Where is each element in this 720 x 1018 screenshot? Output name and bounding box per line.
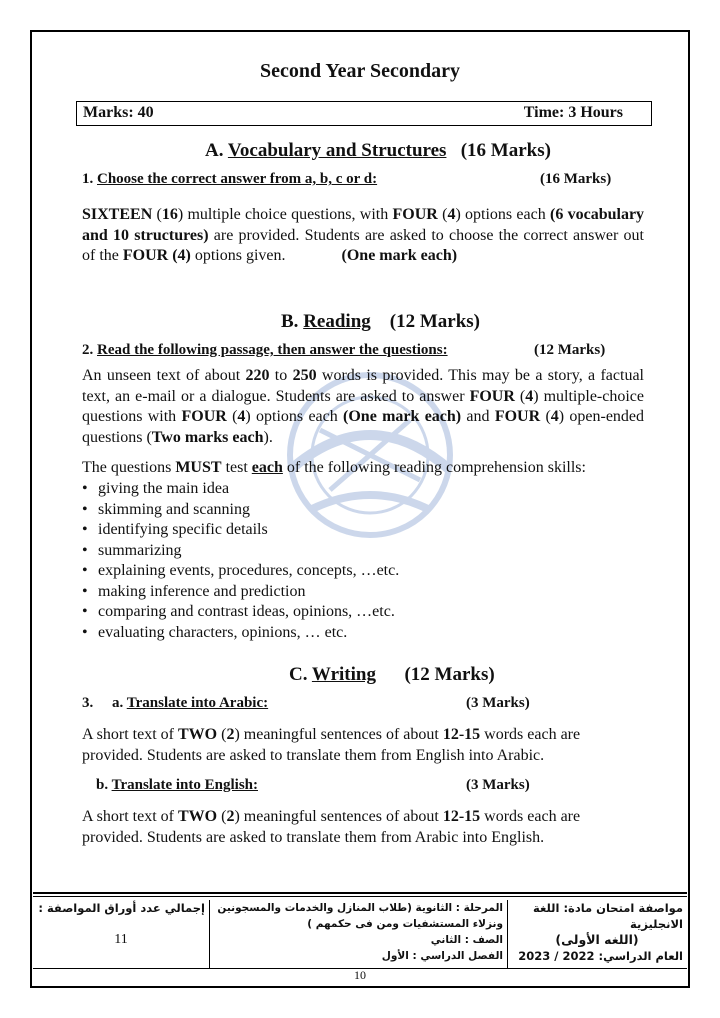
question-3b-marks: (3 Marks) xyxy=(466,777,530,793)
footer-sheets-cell: إجمالي عدد أوراق المواصفة : 11 xyxy=(38,901,205,947)
question-1: 1. Choose the correct answer from a, b, c or d: xyxy=(82,171,378,187)
list-item: • making inference and prediction xyxy=(82,582,399,603)
footer-subject-cell: مواصفة امتحان مادة: اللغة الانجليزية (اللغه الأولى) العام الدراسي: 2022 / 2023 xyxy=(518,901,683,963)
question-3b-text: Translate into English: xyxy=(111,777,258,793)
question-3a: 3. a. Translate into Arabic: xyxy=(82,695,269,711)
section-b-marks: (12 Marks) xyxy=(389,311,480,332)
list-item: • evaluating characters, opinions, … etc. xyxy=(82,623,399,644)
section-b-description: An unseen text of about 220 to 250 words is provided. This may be a story, a factual text, an e-mail or a dialogue. Students are asked to answer FOUR (4) multiple-choice questions with FOUR (4) options each (One mark each) and FOUR (4) open-ended questions (Two marks each). xyxy=(82,367,645,446)
question-1-marks: (16 Marks) xyxy=(540,171,612,187)
question-3a-text: Translate into Arabic: xyxy=(126,695,269,711)
marks-time-box xyxy=(76,101,652,126)
section-a-heading: A. Vocabulary and Structures (16 Marks) xyxy=(205,140,551,161)
footer-rule xyxy=(33,896,687,897)
section-c-name: Writing xyxy=(311,664,376,685)
question-2: 2. Read the following passage, then answer the questions: xyxy=(82,342,448,358)
question-3a-description: A short text of TWO (2) meaningful sentences of about 12-15 words each are provided. Students are asked to translate them from English into Arabic. xyxy=(82,726,581,764)
exam-time: Time: 3 Hours xyxy=(523,104,623,121)
list-item: • summarizing xyxy=(82,541,399,562)
skills-list xyxy=(82,479,399,643)
question-2-marks: (12 Marks) xyxy=(534,342,606,358)
section-a-marks: (16 Marks) xyxy=(460,140,551,161)
page-title: Second Year Secondary xyxy=(260,60,460,82)
section-c-marks: (12 Marks) xyxy=(404,664,495,685)
question-3b-description: A short text of TWO (2) meaningful sentences of about 12-15 words each are provided. Students are asked to translate them from Arabic into English. xyxy=(82,808,581,846)
list-item: • comparing and contrast ideas, opinions, …etc. xyxy=(82,602,399,623)
question-1-text: Choose the correct answer from a, b, c or d: xyxy=(97,171,378,187)
section-c-heading: C. Writing (12 Marks) xyxy=(289,664,495,685)
list-item: • identifying specific details xyxy=(82,520,399,541)
section-b-name: Reading xyxy=(303,311,371,332)
section-a-description: SIXTEEN (16) multiple choice questions, with FOUR (4) options each (6 vocabulary and 10 structures) are provided. Students are asked to choose the correct answer out of the FOUR (4) options given. (One mark each) xyxy=(82,206,645,264)
section-a-name: Vocabulary and Structures xyxy=(227,140,447,161)
list-item: • giving the main idea xyxy=(82,479,399,500)
section-b-heading: B. Reading (12 Marks) xyxy=(281,311,480,332)
footer-divider xyxy=(507,900,508,968)
total-marks: Marks: 40 xyxy=(83,104,154,121)
question-2-text: Read the following passage, then answer the questions: xyxy=(97,342,448,358)
footer-stage-cell: المرحلة : الثانوية (طلاب المنازل والخدمات والمسجونين ونزلاء المستشفيات ومن فى حكمهم ) الصف : الثاني الفصل الدراسي : الأول xyxy=(217,902,503,962)
footer-divider xyxy=(209,900,210,968)
list-item: • explaining events, procedures, concepts, …etc. xyxy=(82,561,399,582)
page-number: 10 xyxy=(354,968,366,982)
footer-sheets-count: 11 xyxy=(114,932,128,947)
question-3b: b. Translate into English: xyxy=(96,777,258,793)
footer-rule xyxy=(33,892,687,894)
list-item: • skimming and scanning xyxy=(82,500,399,521)
skills-intro: The questions MUST test each of the following reading comprehension skills: xyxy=(82,459,586,476)
question-3a-marks: (3 Marks) xyxy=(466,695,530,711)
